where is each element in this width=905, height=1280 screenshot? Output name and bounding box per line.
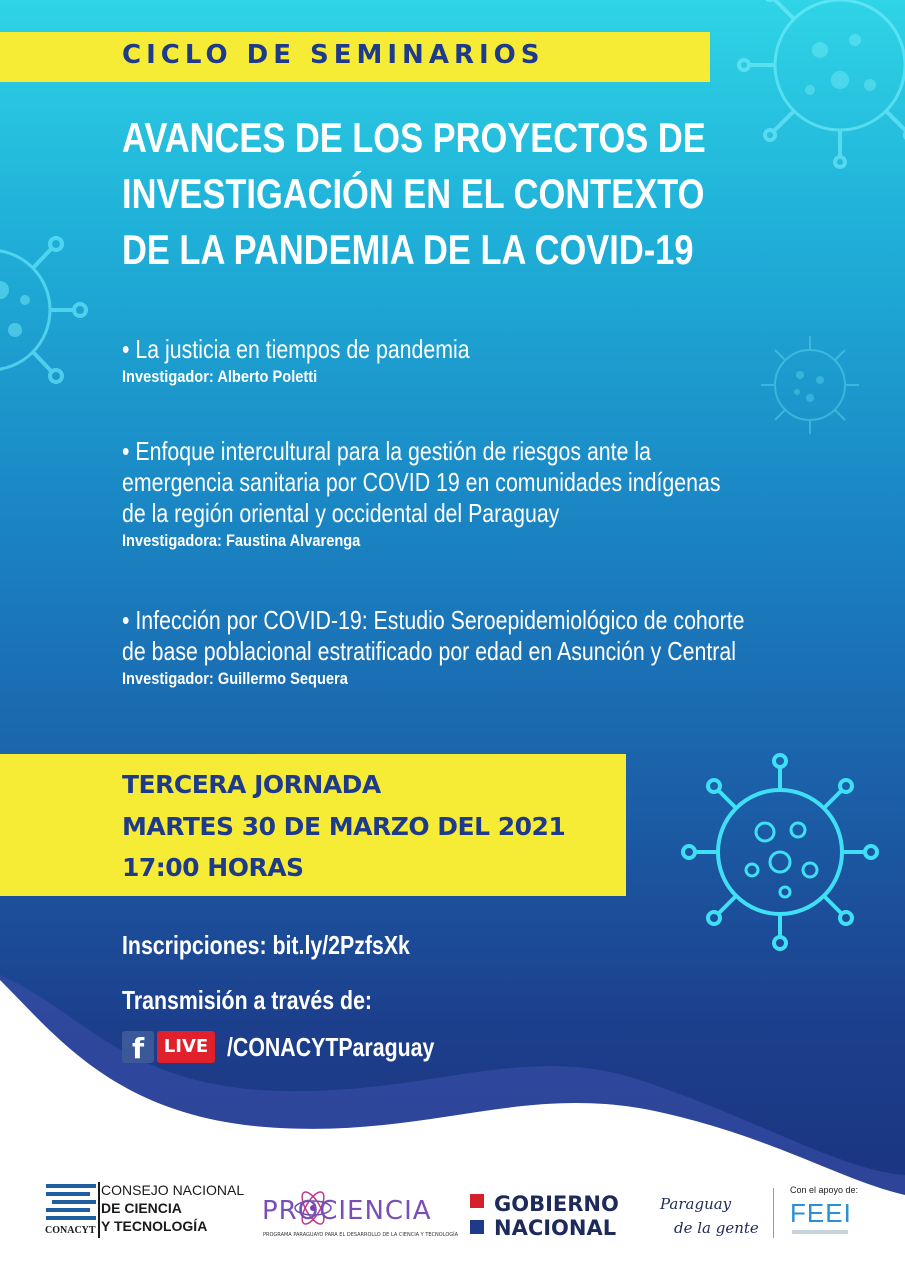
sponsor-footer	[0, 1160, 905, 1280]
conacyt-abbr: CONACYT	[45, 1225, 96, 1236]
talk-title-line: de base poblacional estratificado por edad en Asunción y Central	[122, 636, 736, 666]
talk-item	[122, 334, 546, 387]
feei-subtitle-bar	[792, 1230, 848, 1234]
conacyt-name	[101, 1181, 244, 1235]
event-date-box	[0, 754, 626, 896]
gobierno-line-2: NACIONAL	[494, 1216, 617, 1240]
stream-row	[122, 1030, 480, 1064]
pdg-line-2: de la gente	[674, 1219, 759, 1237]
top-banner	[0, 32, 710, 82]
conacyt-line-3: Y TECNOLOGÍA	[101, 1218, 208, 1234]
talk-title-line: • La justicia en tiempos de pandemia	[122, 334, 470, 364]
headline-line-3: DE LA PANDEMIA DE LA COVID-19	[122, 226, 694, 273]
facebook-icon[interactable]	[122, 1031, 154, 1063]
talk-title-line: emergencia sanitaria por COVID 19 en comunidades indígenas	[122, 467, 721, 497]
conacyt-line-1: CONSEJO NACIONAL	[101, 1182, 245, 1198]
headline	[122, 110, 862, 278]
feei-logo	[790, 1198, 852, 1229]
footer-divider	[773, 1188, 774, 1238]
talk-title-line: • Infección por COVID-19: Estudio Seroepidemiológico de cohorte	[122, 605, 745, 635]
event-time: 17:00 HORAS	[122, 853, 304, 882]
feei-wordmark: FEEI	[790, 1198, 852, 1228]
conacyt-line-2: DE CIENCIA	[101, 1200, 182, 1216]
talk-item	[122, 436, 852, 551]
talk-title-line: de la región oriental y occidental del Paraguay	[122, 498, 560, 528]
prociencia-tagline: PROGRAMA PARAGUAYO PARA EL DESARROLLO DE LA CIENCIA Y TECNOLOGÍA	[263, 1232, 459, 1238]
stream-intro: Transmisión a través de:	[122, 985, 373, 1015]
paraguay-de-la-gente-logo	[660, 1192, 759, 1240]
gobierno-blue-square	[470, 1220, 484, 1234]
talk-researcher: Investigador: Guillermo Sequera	[122, 669, 348, 688]
gobierno-red-square	[470, 1194, 484, 1208]
pdg-line-1: Paraguay	[660, 1195, 732, 1213]
registration-link[interactable]: Inscripciones: bit.ly/2PzfsXk	[122, 930, 410, 960]
event-session: TERCERA JORNADA	[122, 770, 381, 799]
talk-researcher: Investigador: Alberto Poletti	[122, 367, 318, 386]
gobierno-nacional-logo	[494, 1192, 619, 1240]
facebook-glyph: f	[132, 1032, 145, 1065]
prociencia-wordmark: PROCIENCIA	[262, 1196, 432, 1226]
talk-title-line: • Enfoque intercultural para la gestión de riesgos ante la	[122, 436, 651, 466]
live-badge: LIVE	[157, 1031, 215, 1063]
talk-item	[122, 605, 881, 689]
headline-line-2: INVESTIGACIÓN EN EL CONTEXTO	[122, 170, 705, 217]
headline-line-1: AVANCES DE LOS PROYECTOS DE	[122, 114, 706, 161]
conacyt-divider	[98, 1182, 100, 1238]
event-date: MARTES 30 DE MARZO DEL 2021	[122, 812, 566, 841]
conacyt-logo-icon	[46, 1182, 96, 1222]
feei-support-label: Con el apoyo de:	[790, 1185, 859, 1195]
facebook-handle-link[interactable]: /CONACYTParaguay	[227, 1031, 435, 1062]
gobierno-line-1: GOBIERNO	[494, 1192, 619, 1216]
talk-researcher: Investigadora: Faustina Alvarenga	[122, 531, 361, 550]
prociencia-name	[262, 1196, 432, 1226]
banner-label: CICLO DE SEMINARIOS	[122, 40, 545, 70]
